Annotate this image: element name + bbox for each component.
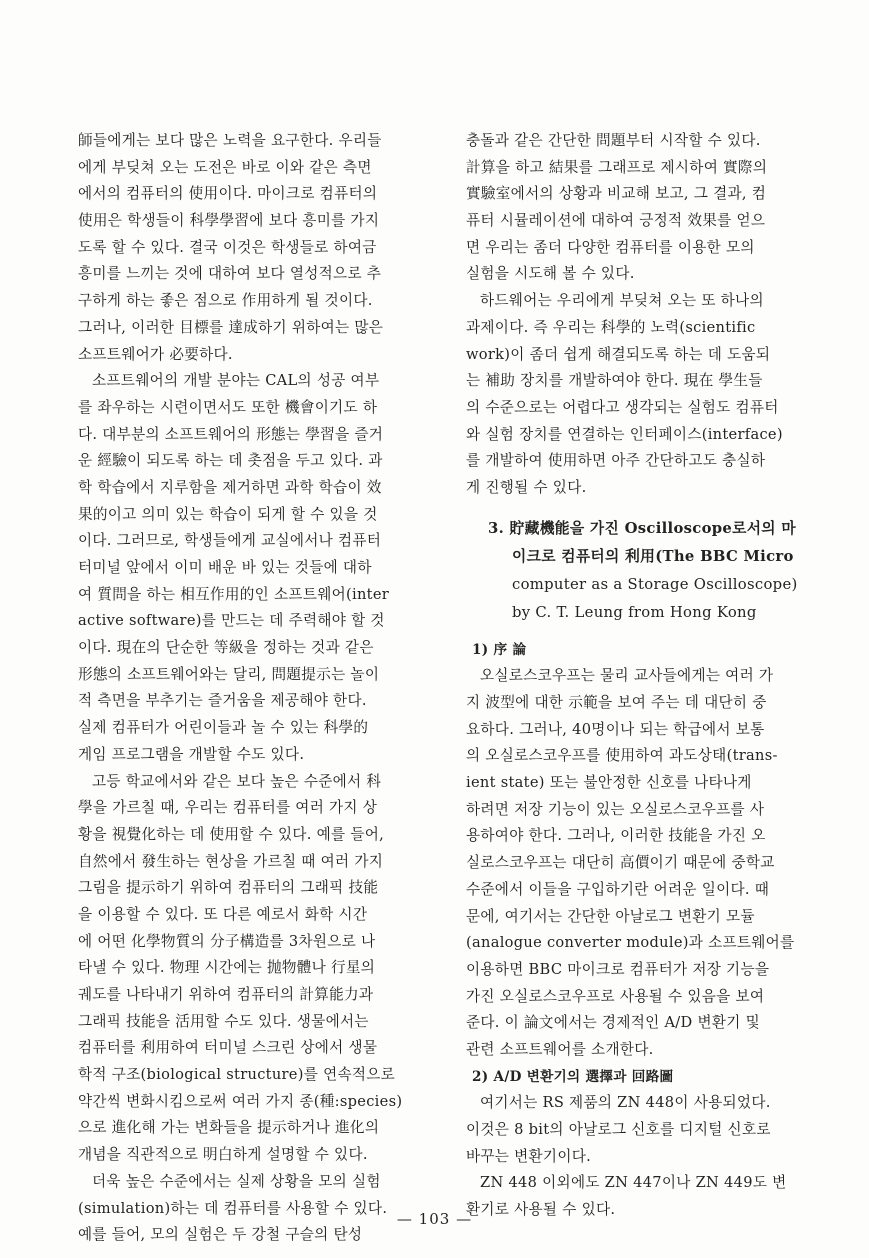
- section-heading-line: 3. 貯藏機能을 가진 Oscilloscope로서의 마: [488, 519, 796, 537]
- text-line: 용하여야 한다. 그러나, 이러한 技能을 가진 오: [466, 827, 766, 845]
- text-line: 그림을 提示하기 위하여 컴퓨터의 그래픽 技能: [78, 879, 379, 897]
- text-line: 실험을 시도해 볼 수 있다.: [466, 265, 635, 283]
- text-line: 그러나, 이러한 目標를 達成하기 위하여는 많은: [78, 318, 384, 336]
- text-line: 게 진행될 수 있다.: [466, 478, 587, 496]
- text-line: 준다. 이 論文에서는 경제적인 A/D 변환기 및: [466, 1014, 760, 1032]
- text-line: 自然에서 發生하는 현상을 가르칠 때 여러 가지: [78, 852, 384, 870]
- subsection-converter-body: [466, 1090, 812, 1223]
- text-line: 소프트웨어가 必要하다.: [78, 345, 233, 363]
- text-line: 의 수준으로는 어렵다고 생각되는 실험도 컴퓨터: [466, 398, 779, 416]
- text-line: 퓨터 시뮬레이션에 대하여 긍정적 效果를 얻으: [466, 212, 766, 230]
- text-line: 터미널 앞에서 이미 배운 바 있는 것들에 대하: [78, 559, 372, 576]
- text-line: 으로 進化해 가는 변화들을 提示하거나 進化의: [78, 1119, 380, 1137]
- text-line: 운 經驗이 되도록 하는 데 촛점을 두고 있다. 과: [78, 452, 383, 470]
- text-line: 예를 들어, 모의 실험은 두 강철 구슬의 탄성: [78, 1226, 363, 1244]
- subsection-introduction-body: [466, 663, 812, 1063]
- text-line: (analogue converter module)과 소프트웨어를: [466, 934, 795, 952]
- right-column-intro: [466, 128, 812, 502]
- text-line: 가진 오실로스코우프로 사용될 수 있음을 보여: [466, 987, 765, 1005]
- text-line: 환기로 사용될 수 있다.: [466, 1201, 616, 1219]
- text-line: 적 측면을 부추기는 즐거움을 제공해야 한다.: [78, 692, 367, 710]
- right-column: [466, 128, 812, 1224]
- text-line: 를 좌우하는 시련이면서도 또한 機會이기도 하: [78, 398, 378, 416]
- text-line: 하드웨어는 우리에게 부딪쳐 오는 또 하나의: [480, 292, 764, 310]
- text-line: ient state) 또는 불안정한 신호를 나타나게: [466, 774, 752, 792]
- text-line: 이다. 그러므로, 학생들에게 교실에서나 컴퓨터: [78, 532, 382, 550]
- text-line: 計算을 하고 結果를 그래프로 제시하여 實際의: [466, 158, 768, 176]
- text-line: 바꾸는 변환기이다.: [466, 1147, 592, 1165]
- section-heading: [466, 515, 812, 627]
- text-line: 에 어떤 化學物質의 分子構造를 3차원으로 나: [78, 932, 376, 950]
- text-line: 에게 부딪쳐 오는 도전은 바로 이와 같은 측면: [78, 158, 372, 176]
- text-line: 관련 소프트웨어를 소개한다.: [466, 1040, 654, 1058]
- section-heading-line: 이크로 컴퓨터의 利用(The BBC Micro: [512, 547, 794, 565]
- text-line: 學을 가르칠 때, 우리는 컴퓨터를 여러 가지 상: [78, 799, 378, 817]
- text-line: 궤도를 나타내기 위하여 컴퓨터의 計算能力과: [78, 986, 374, 1003]
- text-line: 흥미를 느끼는 것에 대하여 보다 열성적으로 추: [78, 265, 382, 283]
- text-line: 에서의 컴퓨터의 使用이다. 마이크로 컴퓨터의: [78, 185, 378, 203]
- text-line: 이용하면 BBC 마이크로 컴퓨터가 저장 기능을: [466, 960, 770, 978]
- text-line: 하려면 저장 기능이 있는 오실로스코우프를 사: [466, 800, 765, 818]
- text-line: 와 실험 장치를 연결하는 인터페이스(interface): [466, 425, 783, 443]
- text-line: 을 이용할 수 있다. 또 다른 예로서 화학 시간: [78, 905, 368, 923]
- text-line: 게임 프로그램을 개발할 수도 있다.: [78, 745, 305, 763]
- text-line: 황을 視覺化하는 데 使用할 수 있다. 예를 들어,: [78, 825, 385, 843]
- text-line: 소프트웨어의 개발 분야는 CAL의 성공 여부: [92, 372, 380, 390]
- text-line: 지 波型에 대한 示範을 보여 주는 데 대단히 중: [466, 694, 767, 711]
- text-line: 면 우리는 좀더 다양한 컴퓨터를 이용한 모의: [466, 238, 755, 256]
- page-number: — 103 —: [396, 1210, 473, 1228]
- text-line: 여기서는 RS 제품의 ZN 448이 사용되었다.: [480, 1094, 771, 1112]
- text-line: 는 補助 장치를 개발하여야 한다. 現在 學生들: [466, 372, 763, 390]
- text-line: 고등 학교에서와 같은 보다 높은 수준에서 科: [92, 772, 382, 790]
- text-line: 컴퓨터를 利用하여 터미널 스크린 상에서 생물: [78, 1039, 378, 1057]
- text-line: 오실로스코우프는 물리 교사들에게는 여러 가: [480, 667, 774, 685]
- text-line: 師들에게는 보다 많은 노력을 요구한다. 우리들: [78, 132, 382, 149]
- text-line: 수준에서 이들을 구입하기란 어려운 일이다. 때: [466, 880, 770, 898]
- text-line: 과제이다. 즉 우리는 科學的 노력(scientific: [466, 318, 756, 336]
- text-line: 形態의 소프트웨어와는 달리, 問題提示는 놀이: [78, 665, 380, 683]
- text-line: 이다. 現在의 단순한 等級을 정하는 것과 같은: [78, 639, 374, 657]
- section-heading-line: computer as a Storage Oscilloscope): [512, 575, 798, 593]
- left-column: [78, 128, 440, 1249]
- text-line: 그래픽 技能을 活用할 수도 있다. 생물에서는: [78, 1012, 369, 1030]
- section-heading-line: by C. T. Leung from Hong Kong: [512, 603, 757, 621]
- text-line: 이것은 8 bit의 아날로그 신호를 디지털 신호로: [466, 1121, 771, 1138]
- text-line: 실로스코우프는 대단히 高價이기 때문에 중학교: [466, 854, 775, 872]
- text-line: 개념을 직관적으로 明白하게 설명할 수 있다.: [78, 1146, 368, 1164]
- text-line: 구하게 하는 좋은 점으로 作用하게 될 것이다.: [78, 292, 373, 310]
- text-line: (simulation)하는 데 컴퓨터를 사용할 수 있다.: [78, 1199, 388, 1217]
- text-line: 實驗室에서의 상황과 비교해 보고, 그 결과, 컴: [466, 185, 767, 203]
- text-line: ZN 448 이외에도 ZN 447이나 ZN 449도 변: [480, 1174, 787, 1192]
- text-line: 도록 할 수 있다. 결국 이것은 학생들로 하여금: [78, 238, 377, 256]
- subsection-title-introduction: 1) 序 論: [472, 641, 527, 658]
- text-line: active software)를 만드는 데 주력해야 할 것: [78, 612, 385, 630]
- text-line: 使用은 학생들이 科學學習에 보다 흥미를 가지: [78, 212, 380, 230]
- text-line: 더욱 높은 수준에서는 실제 상황을 모의 실험: [92, 1172, 381, 1190]
- text-line: 여 質問을 하는 相互作用的인 소프트웨어(inter: [78, 585, 390, 603]
- text-line: 다. 대부분의 소프트웨어의 形態는 學習을 즐거: [78, 425, 384, 443]
- text-line: 실제 컴퓨터가 어린이들과 놀 수 있는 科學的: [78, 719, 369, 737]
- text-line: 학 학습에서 지루함을 제거하면 과학 학습이 效: [78, 478, 382, 496]
- text-line: 요하다. 그러나, 40명이나 되는 학급에서 보통: [466, 720, 765, 738]
- text-line: 약간씩 변화시킴으로써 여러 가지 종(種:species): [78, 1092, 403, 1110]
- text-line: work)이 좀더 쉽게 해결되도록 하는 데 도움되: [466, 345, 771, 363]
- text-line: 충돌과 같은 간단한 問題부터 시작할 수 있다.: [466, 132, 761, 149]
- subsection-title-converter: 2) A/D 변환기의 選擇과 回路圖: [472, 1068, 674, 1085]
- text-line: 문에, 여기서는 간단한 아날로그 변환기 모듈: [466, 907, 755, 925]
- text-line: 의 오실로스코우프를 使用하여 과도상태(trans-: [466, 747, 778, 765]
- text-line: 果的이고 의미 있는 학습이 되게 할 수 있을 것: [78, 505, 378, 523]
- text-line: 학적 구조(biological structure)를 연속적으로: [78, 1066, 396, 1084]
- text-line: 타낼 수 있다. 物理 시간에는 抛物體나 行星의: [78, 959, 376, 977]
- text-line: 를 개발하여 使用하면 아주 간단하고도 충실하: [466, 452, 766, 470]
